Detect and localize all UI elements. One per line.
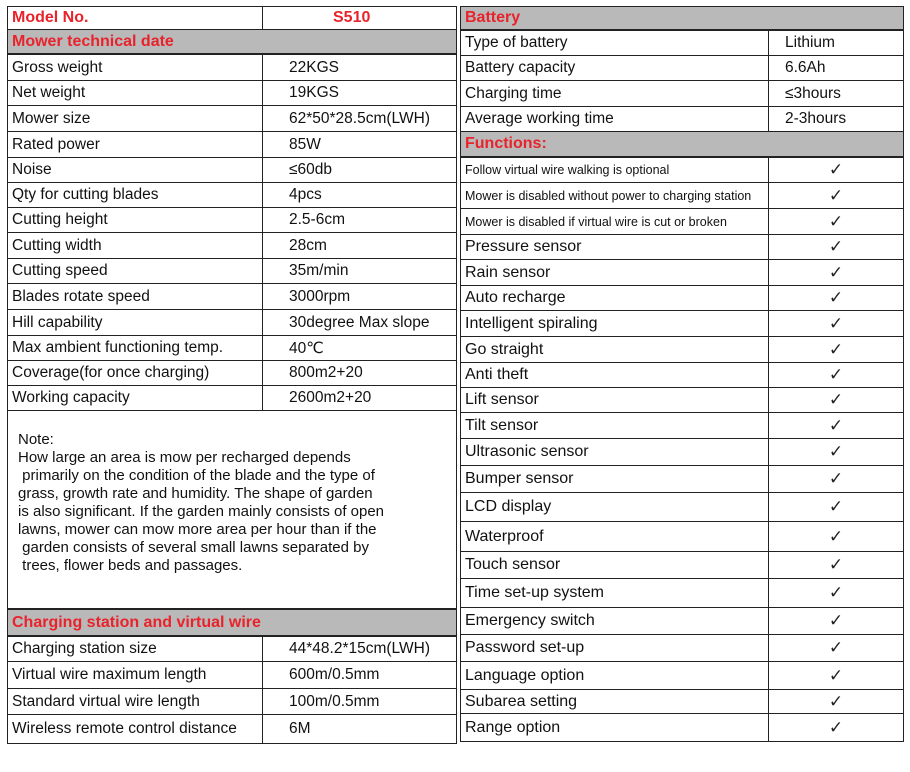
function-label: Pressure sensor (460, 234, 769, 260)
mower-spec-label: Net weight (7, 80, 263, 106)
battery-spec-value: 6.6Ah (768, 55, 904, 81)
mower-spec-label: Cutting height (7, 207, 263, 233)
mower-spec-label: Cutting width (7, 232, 263, 259)
check-icon: ✓ (768, 336, 904, 363)
mower-spec-label: Coverage(for once charging) (7, 360, 263, 386)
mower-spec-value: 19KGS (262, 80, 457, 106)
check-icon: ✓ (768, 285, 904, 311)
mower-spec-value: 30degree Max slope (262, 309, 457, 336)
function-label: Intelligent spiraling (460, 310, 769, 337)
function-label: Follow virtual wire walking is optional (460, 157, 769, 183)
battery-spec-label: Type of battery (460, 30, 769, 56)
check-icon: ✓ (768, 607, 904, 635)
note-line: garden consists of several small lawns separated by (18, 539, 370, 556)
mower-spec-value: 62*50*28.5cm(LWH) (262, 105, 457, 132)
check-icon: ✓ (768, 412, 904, 439)
check-icon: ✓ (768, 578, 904, 608)
function-label: Password set-up (460, 634, 769, 662)
battery-spec-label: Battery capacity (460, 55, 769, 81)
mower-spec-label: Mower size (7, 105, 263, 132)
function-label: Auto recharge (460, 285, 769, 311)
functions-section-title: Functions: (460, 131, 904, 157)
mower-spec-label: Gross weight (7, 54, 263, 81)
check-icon: ✓ (768, 259, 904, 286)
mower-spec-label: Rated power (7, 131, 263, 158)
battery-section-title: Battery (460, 6, 904, 30)
note-line: How large an area is mow per recharged depends (18, 449, 351, 466)
mower-spec-label: Max ambient functioning temp. (7, 335, 263, 361)
charging-spec-label: Virtual wire maximum length (7, 661, 263, 689)
mower-spec-label: Cutting speed (7, 258, 263, 284)
note-line: trees, flower beds and passages. (18, 557, 243, 574)
function-label: Range option (460, 713, 769, 742)
mower-spec-value: 35m/min (262, 258, 457, 284)
note-box (7, 410, 457, 609)
check-icon: ✓ (768, 208, 904, 235)
check-icon: ✓ (768, 661, 904, 690)
function-label: Tilt sensor (460, 412, 769, 439)
function-label: Bumper sensor (460, 465, 769, 493)
mower-spec-label: Working capacity (7, 385, 263, 411)
mower-spec-value: 2600m2+20 (262, 385, 457, 411)
check-icon: ✓ (768, 234, 904, 260)
function-label: Rain sensor (460, 259, 769, 286)
check-icon: ✓ (768, 438, 904, 466)
function-label: LCD display (460, 492, 769, 522)
check-icon: ✓ (768, 182, 904, 209)
function-label: Waterproof (460, 521, 769, 552)
charging-spec-label: Charging station size (7, 636, 263, 662)
mower-spec-value: 2.5-6cm (262, 207, 457, 233)
mower-spec-value: 85W (262, 131, 457, 158)
function-label: Mower is disabled without power to charging station (460, 182, 769, 209)
mower-spec-value: 40℃ (262, 335, 457, 361)
note-line: lawns, mower can mow more area per hour than if the (18, 521, 377, 538)
note-line: primarily on the condition of the blade and the type of (18, 467, 375, 484)
function-label: Touch sensor (460, 551, 769, 579)
battery-spec-label: Average working time (460, 106, 769, 132)
battery-spec-label: Charging time (460, 80, 769, 107)
charging-spec-value: 600m/0.5mm (262, 661, 457, 689)
check-icon: ✓ (768, 362, 904, 388)
battery-spec-value: 2-3hours (768, 106, 904, 132)
check-icon: ✓ (768, 465, 904, 493)
mower-spec-value: 22KGS (262, 54, 457, 81)
charging-spec-value: 100m/0.5mm (262, 688, 457, 715)
function-label: Subarea setting (460, 689, 769, 714)
function-label: Mower is disabled if virtual wire is cut or broken (460, 208, 769, 235)
mower-spec-value: 3000rpm (262, 283, 457, 310)
charging-spec-label: Wireless remote control distance (7, 714, 263, 744)
check-icon: ✓ (768, 310, 904, 337)
charging-section-title: Charging station and virtual wire (7, 609, 457, 636)
check-icon: ✓ (768, 634, 904, 662)
check-icon: ✓ (768, 492, 904, 522)
mower-section-title: Mower technical date (7, 29, 457, 54)
mower-spec-value: 28cm (262, 232, 457, 259)
model-label: Model No. (7, 6, 263, 30)
function-label: Ultrasonic sensor (460, 438, 769, 466)
charging-spec-label: Standard virtual wire length (7, 688, 263, 715)
battery-spec-value: Lithium (768, 30, 904, 56)
function-label: Time set-up system (460, 578, 769, 608)
function-label: Anti theft (460, 362, 769, 388)
note-line: grass, growth rate and humidity. The shape of garden (18, 485, 373, 502)
function-label: Language option (460, 661, 769, 690)
note-heading: Note: (18, 431, 54, 448)
mower-spec-label: Noise (7, 157, 263, 183)
function-label: Go straight (460, 336, 769, 363)
check-icon: ✓ (768, 689, 904, 714)
check-icon: ✓ (768, 521, 904, 552)
check-icon: ✓ (768, 387, 904, 413)
mower-spec-label: Blades rotate speed (7, 283, 263, 310)
battery-spec-value: ≤3hours (768, 80, 904, 107)
check-icon: ✓ (768, 713, 904, 742)
mower-spec-label: Qty for cutting blades (7, 182, 263, 208)
mower-spec-value: ≤60db (262, 157, 457, 183)
mower-spec-label: Hill capability (7, 309, 263, 336)
mower-spec-value: 800m2+20 (262, 360, 457, 386)
charging-spec-value: 6M (262, 714, 457, 744)
mower-spec-value: 4pcs (262, 182, 457, 208)
check-icon: ✓ (768, 551, 904, 579)
function-label: Lift sensor (460, 387, 769, 413)
function-label: Emergency switch (460, 607, 769, 635)
check-icon: ✓ (768, 157, 904, 183)
model-value: S510 (262, 6, 457, 30)
charging-spec-value: 44*48.2*15cm(LWH) (262, 636, 457, 662)
note-line: is also significant. If the garden mainly consists of open (18, 503, 385, 520)
